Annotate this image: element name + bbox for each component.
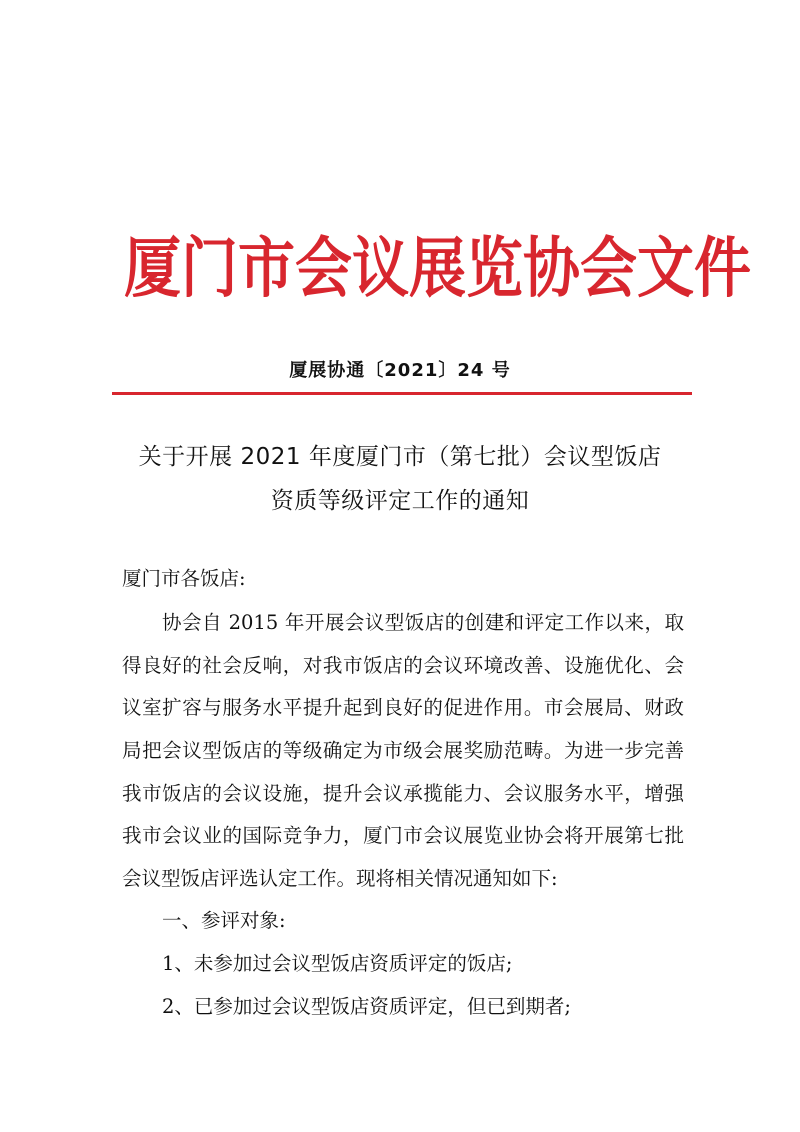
masthead-char: 文	[637, 229, 694, 307]
masthead-char: 展	[409, 229, 466, 307]
masthead-char: 会	[295, 229, 352, 307]
paragraph-line: 局把会议型饭店的等级确定为市级会展奖励范畴。为进一步完善	[122, 739, 684, 762]
paragraph-line: 协会自 2015 年开展会议型饭店的创建和评定工作以来，取	[162, 611, 684, 634]
list-item: 1、未参加过会议型饭店资质评定的饭店;	[162, 952, 513, 975]
masthead-char: 会	[580, 229, 637, 307]
paragraph-line: 我市饭店的会议设施，提升会议承揽能力、会议服务水平，增强	[122, 782, 684, 805]
section-heading: 一、参评对象:	[162, 909, 286, 932]
paragraph-line: 议室扩容与服务水平提升起到良好的促进作用。市会展局、财政	[122, 696, 684, 719]
masthead-title	[124, 211, 751, 315]
masthead-char: 市	[238, 229, 295, 307]
paragraph-line: 得良好的社会反响，对我市饭店的会议环境改善、设施优化、会	[122, 654, 684, 677]
salutation: 厦门市各饭店:	[122, 567, 246, 590]
masthead-char: 协	[523, 229, 580, 307]
document-number: 厦展协通〔2021〕24 号	[289, 360, 511, 381]
notice-title-line-2: 资质等级评定工作的通知	[270, 488, 530, 514]
masthead-char: 览	[466, 229, 523, 307]
paragraph-line: 我市会议业的国际竞争力，厦门市会议展览业协会将开展第七批	[122, 824, 684, 847]
masthead-char: 议	[352, 229, 409, 307]
masthead-char: 厦	[124, 229, 181, 307]
red-divider-rule	[112, 392, 692, 395]
paragraph-line: 会议型饭店评选认定工作。现将相关情况通知如下:	[122, 867, 558, 890]
masthead-char: 门	[181, 229, 238, 307]
masthead-char: 件	[694, 229, 751, 307]
list-item: 2、已参加过会议型饭店资质评定，但已到期者;	[162, 995, 571, 1018]
notice-title-line-1: 关于开展 2021 年度厦门市（第七批）会议型饭店	[138, 444, 662, 470]
